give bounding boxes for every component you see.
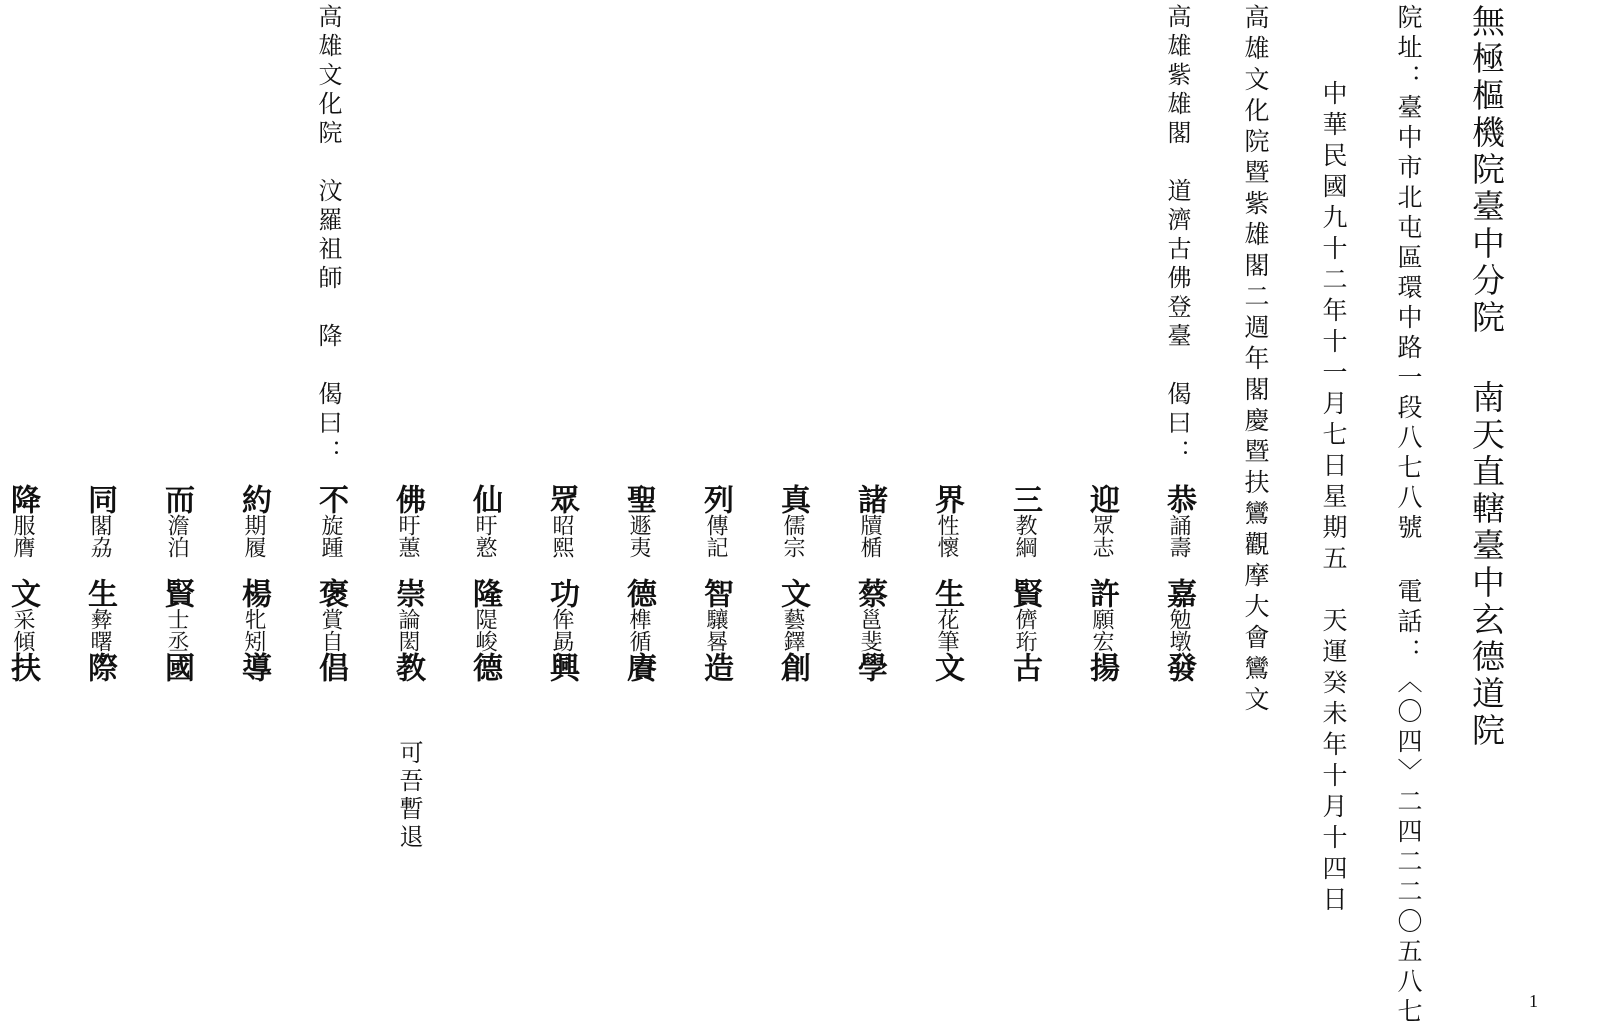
poem-small-characters: 昭熙 (549, 514, 574, 558)
poem-key-character: 教 (390, 652, 425, 682)
poem-key-character: 眾 (544, 484, 579, 514)
poem-small-characters: 彜曙 (87, 608, 112, 652)
poem-small-characters: 牘楯 (857, 514, 882, 558)
date-line: 中華民國九十二年十一月七日星期五 天運癸未年十月十四日 (1319, 80, 1348, 917)
poem-key-character: 嘉 (1161, 578, 1196, 608)
poem-key-character: 文 (929, 652, 964, 682)
poem-small-characters: 藝鐸 (780, 608, 805, 652)
poem-key-character: 際 (82, 652, 117, 682)
poem-key-character: 智 (698, 578, 733, 608)
poem-key-character: 佛 (390, 484, 425, 514)
poem-key-character: 崇 (390, 578, 425, 608)
poem-key-character: 褒 (313, 578, 348, 608)
poem-key-character: 倡 (313, 652, 348, 682)
poem-key-character: 發 (1161, 652, 1196, 682)
poem-key-character: 真 (775, 484, 810, 514)
poem-key-character: 導 (236, 652, 271, 682)
poem-small-characters: 賞自 (318, 608, 343, 652)
poem-small-characters: 勉墩 (1166, 608, 1191, 652)
poem-line (237, 484, 269, 682)
poem-key-character: 諸 (852, 484, 887, 514)
poem-key-character: 創 (775, 652, 810, 682)
poem-small-characters: 隄峻 (472, 608, 497, 652)
poem-small-characters: 邕斐 (857, 608, 882, 652)
poem-key-character: 造 (698, 652, 733, 682)
poem-key-character: 仙 (467, 484, 502, 514)
poem-small-characters: 期履 (241, 514, 266, 558)
poem-small-characters: 論閎 (395, 608, 420, 652)
poem-key-character: 列 (698, 484, 733, 514)
poem-line (699, 484, 731, 682)
poem-key-character: 文 (5, 578, 40, 608)
poem-key-character: 生 (929, 578, 964, 608)
page-number: 1 (1529, 991, 1538, 1011)
poem-key-character: 降 (5, 484, 40, 514)
poem-key-character: 生 (82, 578, 117, 608)
poem-small-characters: 遯夷 (626, 514, 651, 558)
poem-key-character: 同 (82, 484, 117, 514)
poem-small-characters: 儕珩 (1012, 608, 1037, 652)
poem-small-characters: 服膺 (10, 514, 35, 558)
poem-key-character: 恭 (1161, 484, 1196, 514)
poem-line (1162, 484, 1194, 682)
poem-key-character: 聖 (621, 484, 656, 514)
poem-key-character: 界 (929, 484, 964, 514)
poem1-signature: 高雄紫雄閣 道濟古佛登臺 偈曰： (1163, 4, 1191, 468)
poem-small-characters: 傳記 (703, 514, 728, 558)
poem-line (83, 484, 115, 682)
poem-small-characters: 侔勗 (549, 608, 574, 652)
poem-line (1008, 484, 1040, 682)
poem-key-character: 蔡 (852, 578, 887, 608)
poem-key-character: 而 (159, 484, 194, 514)
poem-small-characters: 願宏 (1089, 608, 1114, 652)
poem-small-characters: 驤晷 (703, 608, 728, 652)
poem-key-character: 興 (544, 652, 579, 682)
poem-line (160, 484, 192, 682)
poem-small-characters: 儒宗 (780, 514, 805, 558)
poem-small-characters: 牝矧 (241, 608, 266, 652)
document-title: 無極樞機院臺中分院 南天直轄臺中玄德道院 (1467, 4, 1506, 750)
address-line: 院址：臺中市北屯區環中路一段八七八號 電話：〈〇四〉二四二二〇五八七 (1394, 4, 1423, 1028)
poem-small-characters: 旴蕙 (395, 514, 420, 558)
poem-small-characters: 教綱 (1012, 514, 1037, 558)
poem-key-character: 扶 (5, 652, 40, 682)
poem1-closing: 可吾暫退 (395, 740, 423, 852)
poem-line (545, 484, 577, 682)
poem-key-character: 楊 (236, 578, 271, 608)
poem-line (930, 484, 962, 682)
poem-line (6, 484, 38, 682)
poem-line (776, 484, 808, 682)
poem-key-character: 學 (852, 652, 887, 682)
poem-key-character: 德 (621, 578, 656, 608)
poem-line (853, 484, 885, 682)
poem-key-character: 古 (1007, 652, 1042, 682)
poem-key-character: 文 (775, 578, 810, 608)
poem2-signature: 高雄文化院 汶羅祖師 降 偈曰： (314, 4, 342, 468)
poem-small-characters: 閣劦 (87, 514, 112, 558)
poem-key-character: 功 (544, 578, 579, 608)
event-heading: 高雄文化院暨紫雄閣二週年閣慶暨扶鸞觀摩大會鸞文 (1241, 4, 1270, 717)
poem-key-character: 隆 (467, 578, 502, 608)
poem-small-characters: 性懷 (934, 514, 959, 558)
poem-key-character: 三 (1007, 484, 1042, 514)
poem-key-character: 賢 (1007, 578, 1042, 608)
poem-key-character: 約 (236, 484, 271, 514)
poem-small-characters: 誦壽 (1166, 514, 1191, 558)
poem-key-character: 迎 (1084, 484, 1119, 514)
poem-key-character: 不 (313, 484, 348, 514)
poem-small-characters: 采傾 (10, 608, 35, 652)
poem-line (314, 484, 346, 682)
poem-small-characters: 士丞 (164, 608, 189, 652)
poem-key-character: 揚 (1084, 652, 1119, 682)
poem-key-character: 賢 (159, 578, 194, 608)
poem-small-characters: 旴憝 (472, 514, 497, 558)
poem-line (622, 484, 654, 682)
poem-small-characters: 眾志 (1089, 514, 1114, 558)
poem-line (1085, 484, 1117, 682)
poem-line (468, 484, 500, 682)
poem-key-character: 許 (1084, 578, 1119, 608)
poem-small-characters: 澹泊 (164, 514, 189, 558)
poem-key-character: 德 (467, 652, 502, 682)
poem-key-character: 國 (159, 652, 194, 682)
poem-line (391, 484, 423, 682)
poem-small-characters: 旋踵 (318, 514, 343, 558)
poem-small-characters: 榫循 (626, 608, 651, 652)
poem-key-character: 賡 (621, 652, 656, 682)
poem-small-characters: 花筆 (934, 608, 959, 652)
